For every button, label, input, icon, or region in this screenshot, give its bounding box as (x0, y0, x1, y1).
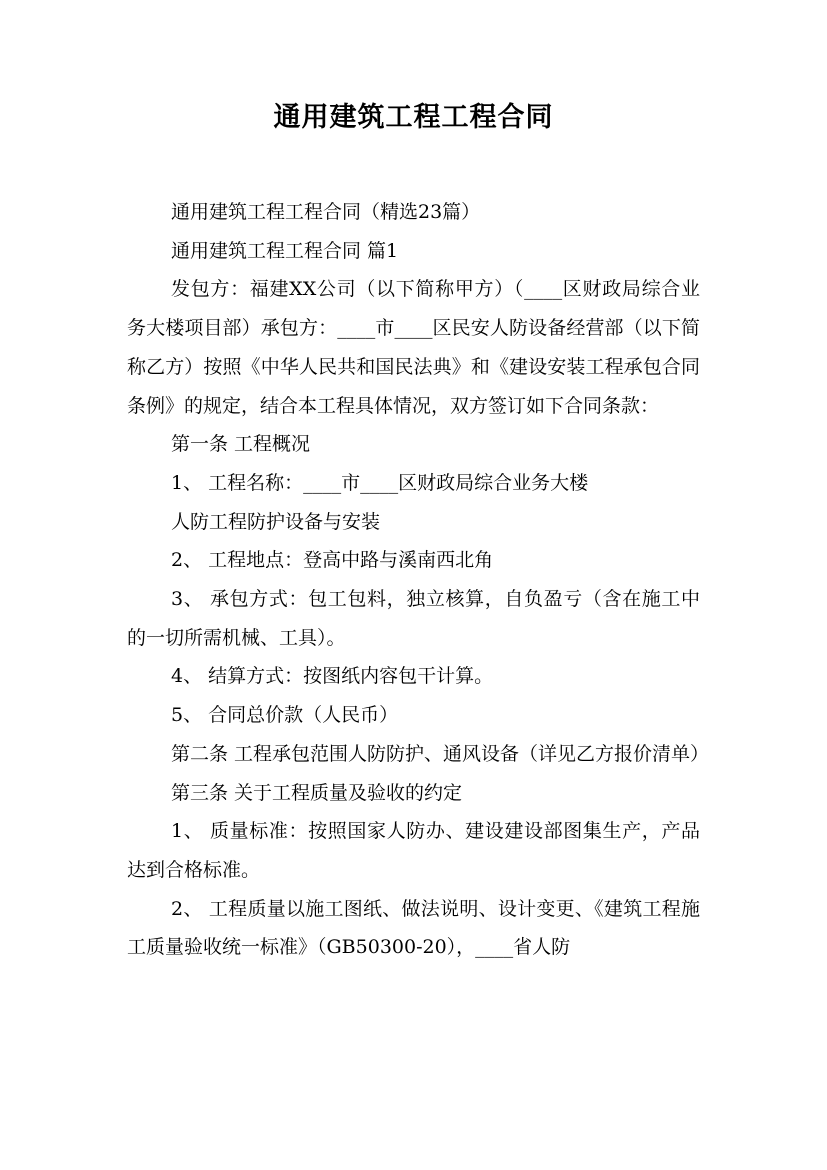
paragraph: 第三条 关于工程质量及验收的约定 (171, 781, 463, 804)
paragraph: 第一条 工程概况 (171, 433, 311, 456)
paragraph: 3、 承包方式：包工包料，独立核算，自负盈亏（含在施工中的一切所需机械、工具）。 (127, 588, 700, 649)
paragraph: 1、 工程名称：____市____区财政局综合业务大楼 (171, 471, 589, 494)
paragraph: 4、 结算方式：按图纸内容包干计算。 (171, 665, 494, 688)
paragraph: 人防工程防护设备与安装 (171, 510, 381, 533)
paragraph: 1、 质量标准：按照国家人防办、建设建设部图集生产，产品达到合格标准。 (127, 820, 700, 881)
paragraph: 2、 工程地点：登高中路与溪南西北角 (171, 549, 494, 572)
paragraph: 第二条 工程承包范围人防防护、通风设备（详见乙方报价清单） (171, 742, 710, 765)
paragraph: 发包方：福建XX公司（以下简称甲方）（____区财政局综合业务大楼项目部）承包方：____市____区民安人防设备经营部（以下简称乙方）按照《中华人民共和国民法典》和《建设安装工程承包合同条例》的规定，结合本工程具体情况，双方签订如下合同条款： (127, 278, 700, 417)
paragraph: 5、 合同总价款（人民币） (171, 704, 399, 727)
paragraph: 通用建筑工程工程合同 篇1 (171, 239, 399, 262)
paragraph: 通用建筑工程工程合同（精选23篇） (171, 201, 481, 223)
document-title: 通用建筑工程工程合同 (273, 102, 554, 133)
paragraph: 2、 工程质量以施工图纸、做法说明、设计变更、《建筑工程施工质量验收统一标准》（GB50300-20），____省人防 (127, 897, 700, 959)
document-body (127, 193, 710, 967)
